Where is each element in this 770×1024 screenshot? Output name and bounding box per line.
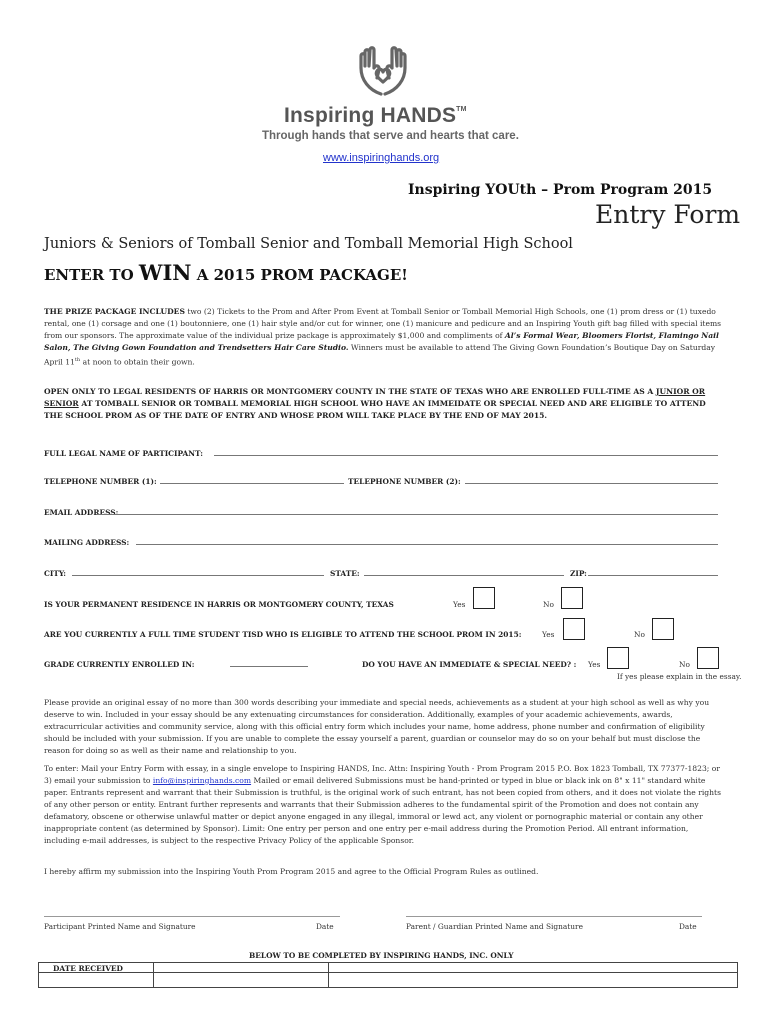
eligibility-part-1: OPEN ONLY TO LEGAL RESIDENTS OF HARRIS OR MONTGOMERY COUNTY IN THE STATE OF TEXAS WHO ARE ENROLLED FULL-TIME AS A xyxy=(44,387,656,396)
prize-text-2: Winners must be available to attend The Giving Gown Foundation’s Boutique Day on Saturday April 11 xyxy=(44,343,716,367)
participant-signature-line[interactable] xyxy=(44,916,340,917)
student-no-label: No xyxy=(634,630,645,639)
eligibility-paragraph xyxy=(44,386,724,422)
explain-note: If yes please explain in the essay. xyxy=(617,672,742,681)
prize-lead: THE PRIZE PACKAGE INCLUDES xyxy=(44,307,185,316)
prize-paragraph xyxy=(44,306,724,369)
win-word: WIN xyxy=(138,260,192,285)
student-yes-label: Yes xyxy=(542,630,555,639)
residence-question: IS YOUR PERMANENT RESIDENCE IN HARRIS OR MONTGOMERY COUNTY, TEXAS xyxy=(44,600,394,609)
brand-name xyxy=(284,104,467,128)
eligibility-junior-senior: JUNIOR OR SENIOR xyxy=(44,387,706,408)
state-label: STATE: xyxy=(330,569,360,578)
mailing-address-label: MAILING ADDRESS: xyxy=(44,538,130,547)
submission-part-1: To enter: Mail your Entry Form with essay, in a single envelope to Inspiring HANDS, Inc. Attn: Inspiring Youth - Prom Program 2015 P.O. Box 1823 Tomball, TX 77377-1823; or 3) email your submission to xyxy=(44,764,720,785)
prize-text-1: two (2) Tickets to the Prom and After Prom Event at Tomball Senior or Tomball Memorial High Schools, one (1) prom dress or (1) tuxedo rental, one (1) corsage and one (1) boutonniere, one (1) hair style and/or cut for winner, one (1) manicure and pedicure and an Inspiring Youth gift bag filled with special items from our sponsors. The approximate value of the individual prize package is approximately $1,000 and compliments of xyxy=(44,307,722,340)
parent-signature-label: Parent / Guardian Printed Name and Signature xyxy=(406,922,583,931)
office-cell-2 xyxy=(154,963,329,987)
table-divider xyxy=(39,972,737,973)
phone2-label: TELEPHONE NUMBER (2): xyxy=(348,477,461,486)
participant-date-label: Date xyxy=(316,922,334,931)
zip-field[interactable] xyxy=(588,575,718,576)
parent-date-label: Date xyxy=(679,922,697,931)
schools-heading: Juniors & Seniors of Tomball Senior and Tomball Memorial High School xyxy=(44,236,573,252)
enter-suffix: A 2015 PROM PACKAGE! xyxy=(191,266,408,284)
date-received-label: DATE RECEIVED xyxy=(53,964,123,973)
need-yes-checkbox[interactable] xyxy=(607,647,629,669)
website-link[interactable]: www.inspiringhands.org xyxy=(323,152,440,164)
student-no-checkbox[interactable] xyxy=(652,618,674,640)
email-field[interactable] xyxy=(96,514,718,515)
residence-no-checkbox[interactable] xyxy=(561,587,583,609)
residence-no-label: No xyxy=(543,600,554,609)
brand-text: Inspiring HANDS xyxy=(284,104,457,127)
hands-heart-logo-icon xyxy=(355,44,411,100)
submission-part-2: Mailed or email delivered Submissions must be hand-printed or typed in blue or black ink on 8" x 11" standard white paper. Entrants represent and warrant that their Submission is truthful, is the original work of such entrant, has not been copied from others, and it does not violate the rights of any other person or entity. Entrant further represents and warrants that their Submission adheres to the fundamental spirit of the Promotion and does not contain any defamatory, obscene or otherwise unlawful matter or depict anyone engaged in any illegal, immoral or lewd act, any violent or pornographic material or contain any other inappropriate content (as determined by Sponsor). Limit: One entry per person and one entry per e-mail address during the Promotion Period. All entrant information, including e-mail addresses, is subject to the respective Privacy Policy of the applicable Sponsor. xyxy=(44,776,721,845)
mailing-address-field[interactable] xyxy=(136,544,718,545)
need-no-label: No xyxy=(679,660,690,669)
participant-signature-label: Participant Printed Name and Signature xyxy=(44,922,196,931)
full-name-field[interactable] xyxy=(214,455,718,456)
submission-instructions xyxy=(44,763,724,847)
phone2-field[interactable] xyxy=(465,483,718,484)
affirmation-text: I hereby affirm my submission into the Inspiring Youth Prom Program 2015 and agree to the Official Program Rules as outlined. xyxy=(44,867,539,876)
essay-instructions: Please provide an original essay of no more than 300 words describing your immediate and special needs, achievements as a student at your high school as well as why you deserve to win. Included in your essay should be any extenuating circumstances for consideration. Additionally, examples of your academic achievements, awards, extracurricular activities and community service, along with this official entry form which includes your name, home address, phone number and confirmation of eligibility should be included with your submission. If you are unable to complete the essay yourself a parent, guardian or counselor may do so on your behalf but must disclose the reason for doing so as well as their name and relationship to you. xyxy=(44,698,710,755)
office-use-heading: BELOW TO BE COMPLETED BY INSPIRING HANDS, INC. ONLY xyxy=(249,951,514,960)
student-yes-checkbox[interactable] xyxy=(563,618,585,640)
full-name-label: FULL LEGAL NAME OF PARTICIPANT: xyxy=(44,449,203,458)
office-use-table xyxy=(38,962,738,988)
phone1-label: TELEPHONE NUMBER (1): xyxy=(44,477,157,486)
trademark-mark: TM xyxy=(456,106,467,113)
need-no-checkbox[interactable] xyxy=(697,647,719,669)
need-yes-label: Yes xyxy=(588,660,601,669)
need-question: DO YOU HAVE AN IMMEDIATE & SPECIAL NEED? : xyxy=(362,660,577,669)
state-field[interactable] xyxy=(364,575,564,576)
program-title: Inspiring YOUth – Prom Program 2015 xyxy=(408,182,713,198)
city-field[interactable] xyxy=(72,575,324,576)
enter-to-win-heading xyxy=(44,260,408,285)
prize-sponsors: Al’s Formal Wear, Bloomers Florist, Flamingo Nail Salon, The Giving Gown Foundation and Trendsetters Hair Care Studio. xyxy=(44,331,719,352)
parent-signature-line[interactable] xyxy=(406,916,702,917)
grade-field[interactable] xyxy=(230,666,308,667)
prize-text-3: at noon to obtain their gown. xyxy=(80,357,195,367)
residence-yes-label: Yes xyxy=(453,600,466,609)
email-label: EMAIL ADDRESS: xyxy=(44,508,119,517)
zip-label: ZIP: xyxy=(570,569,587,578)
student-question: ARE YOU CURRENTLY A FULL TIME STUDENT TISD WHO IS ELIGIBLE TO ATTEND THE SCHOOL PROM IN 2015: xyxy=(44,630,522,639)
phone1-field[interactable] xyxy=(160,483,344,484)
form-title: Entry Form xyxy=(595,200,741,229)
prize-sup: th xyxy=(74,357,81,363)
tagline: Through hands that serve and hearts that care. xyxy=(262,130,519,142)
city-label: CITY: xyxy=(44,569,66,578)
enter-prefix: ENTER TO xyxy=(44,266,139,284)
residence-yes-checkbox[interactable] xyxy=(473,587,495,609)
grade-label: GRADE CURRENTLY ENROLLED IN: xyxy=(44,660,195,669)
eligibility-part-2: AT TOMBALL SENIOR OR TOMBALL MEMORIAL HIGH SCHOOL WHO HAVE AN IMMEIDATE OR SPECIAL NEED AND ARE ELIGIBLE TO ATTEND THE SCHOOL PROM AS OF THE DATE OF ENTRY AND WHOSE PROM WILL TAKE PLACE BY THE END OF MAY 2015. xyxy=(44,399,706,420)
submission-email-link[interactable]: info@inspiringhands.com xyxy=(152,776,252,785)
